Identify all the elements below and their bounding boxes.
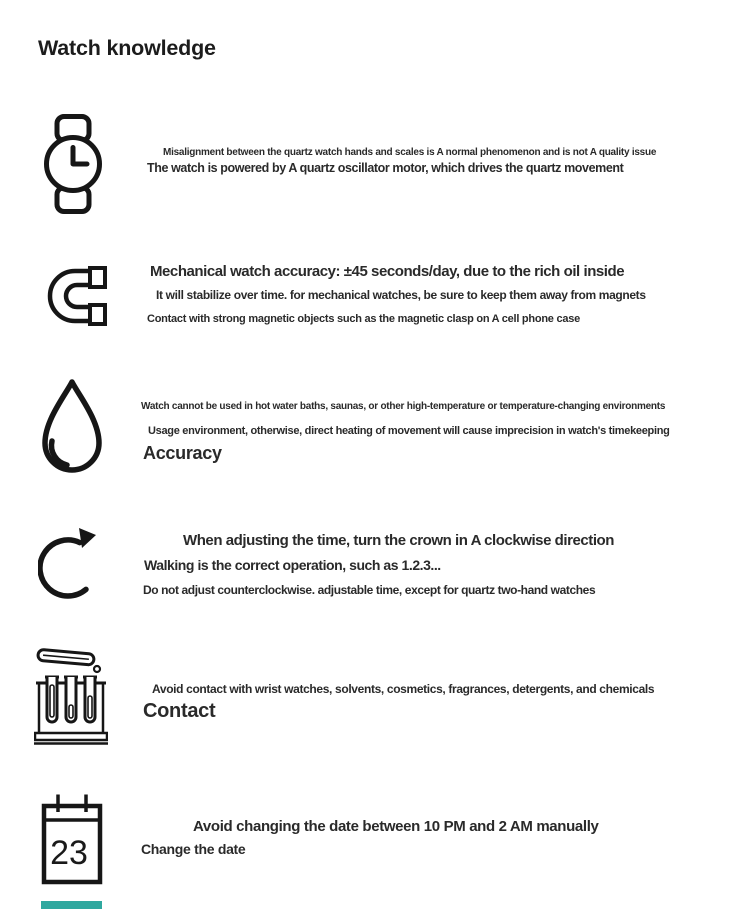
crown-sub-line: Walking is the correct operation, such as 1.2.3... (144, 557, 441, 573)
wristwatch-icon (42, 114, 104, 214)
date-sub-line: Change the date (141, 841, 246, 857)
accuracy-heading: Accuracy (143, 443, 222, 463)
magnet-sub-line: It will stabilize over time. for mechanical watches, be sure to keep them away from magnets (156, 288, 646, 302)
temperature-note-line: Watch cannot be used in hot water baths, saunas, or other high-temperature or temperature-changing environments (141, 401, 666, 412)
crown-note-line: Do not adjust counterclockwise. adjustable time, except for quartz two-hand watches (143, 583, 596, 597)
bottom-accent-bar (41, 901, 102, 909)
quartz-note-line: Misalignment between the quartz watch hands and scales is A normal phenomenon and is not A quality issue (163, 147, 657, 158)
magnet-icon (39, 265, 109, 327)
date-main-line: Avoid changing the date between 10 PM and 2 AM manually (193, 818, 599, 835)
magnet-main-line: Mechanical watch accuracy: ±45 seconds/day, due to the rich oil inside (150, 263, 625, 280)
chemicals-note-line: Avoid contact with wrist watches, solvents, cosmetics, fragrances, detergents, and chemicals (152, 682, 655, 696)
temperature-sub-line: Usage environment, otherwise, direct heating of movement will cause imprecision in watch's timekeeping (148, 425, 670, 437)
magnet-note-line: Contact with strong magnetic objects such as the magnetic clasp on A cell phone case (147, 313, 580, 325)
quartz-main-line: The watch is powered by A quartz oscillator motor, which drives the quartz movement (147, 161, 624, 175)
page-title: Watch knowledge (38, 36, 216, 60)
water-drop-icon (38, 377, 106, 480)
test-tubes-icon (34, 645, 108, 747)
clockwise-arrow-icon (38, 522, 102, 608)
contact-heading: Contact (143, 700, 216, 722)
calendar-day: 23 (50, 834, 88, 872)
crown-main-line: When adjusting the time, turn the crown in A clockwise direction (183, 532, 614, 549)
calendar-icon (41, 793, 103, 885)
